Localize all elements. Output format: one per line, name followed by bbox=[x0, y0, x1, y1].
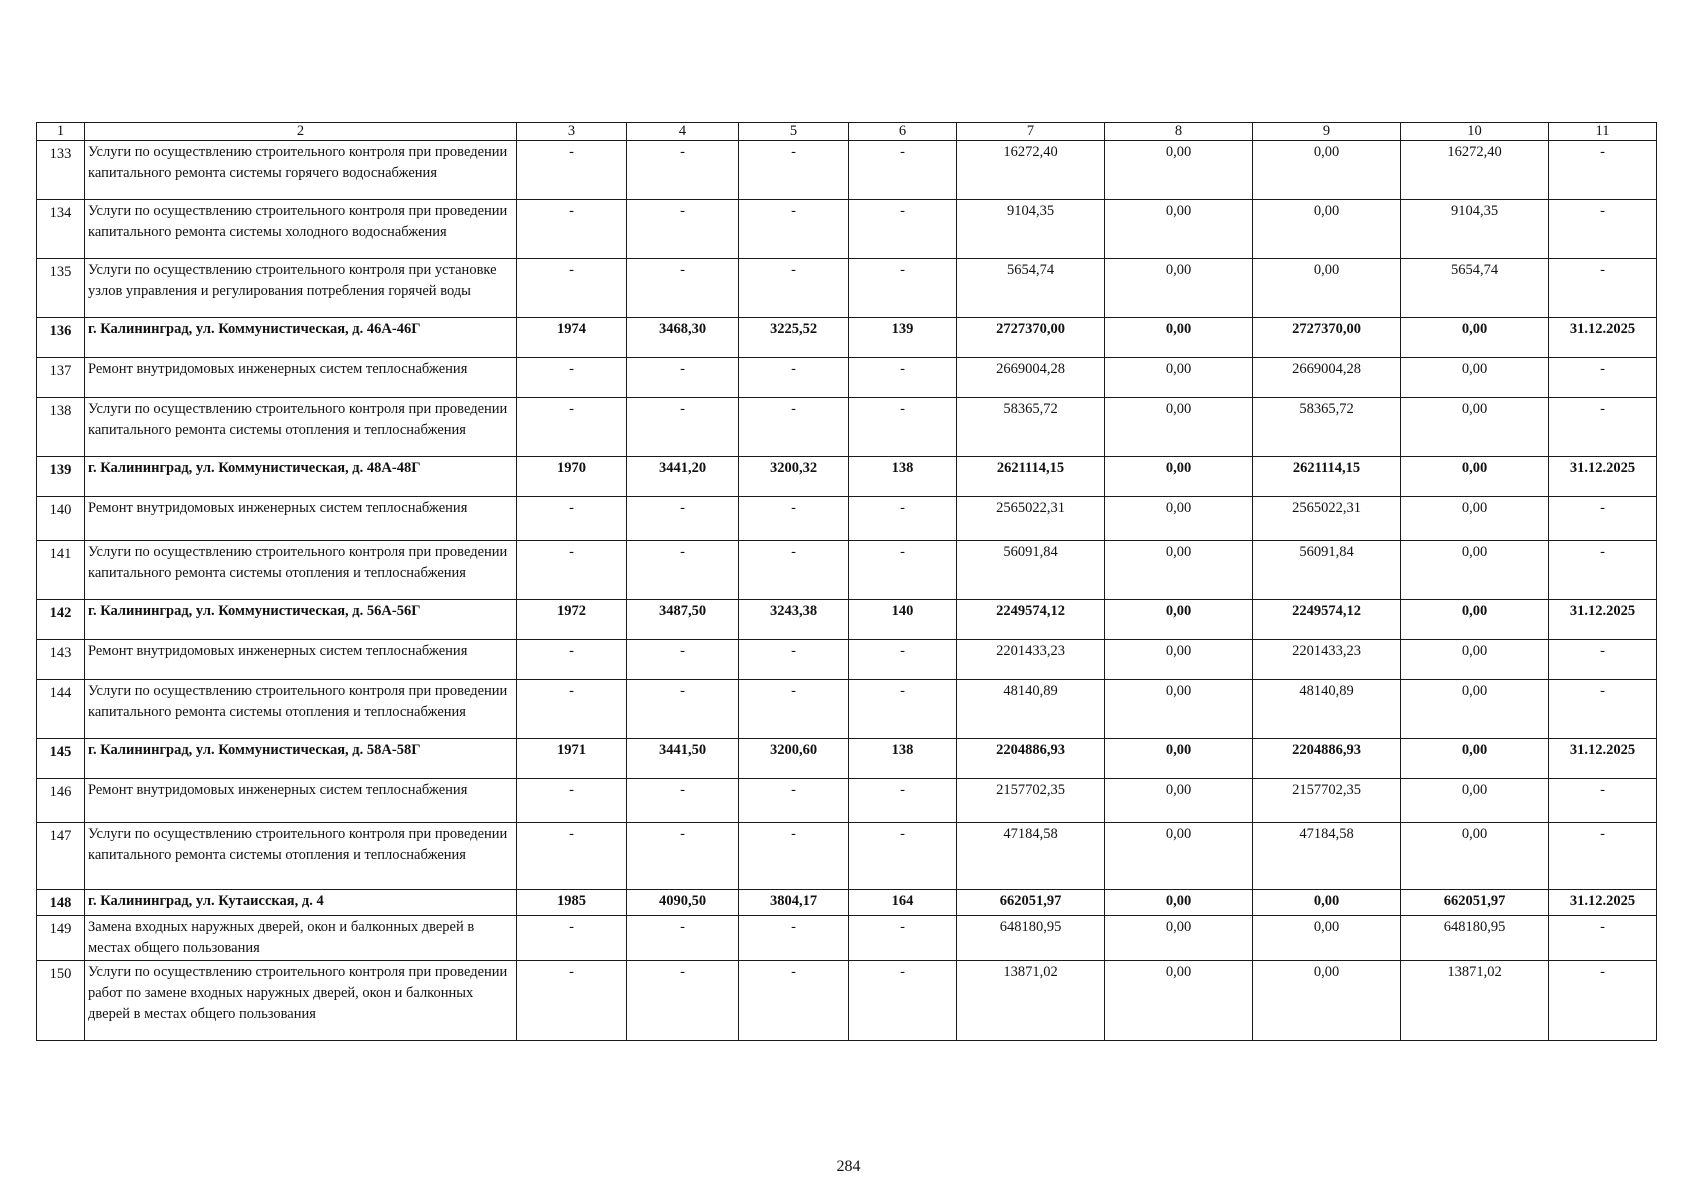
other-cost-cell: 56091,84 bbox=[1253, 541, 1401, 600]
table-row bbox=[37, 680, 1657, 739]
budget-table-sheet bbox=[36, 122, 1657, 1041]
table-row bbox=[37, 779, 1657, 823]
region-cost-cell: 0,00 bbox=[1401, 457, 1549, 497]
living-area-cell: 3200,60 bbox=[739, 739, 849, 779]
other-cost-cell: 47184,58 bbox=[1253, 823, 1401, 890]
table-row bbox=[37, 398, 1657, 457]
total-area-cell: 3487,50 bbox=[627, 600, 739, 640]
total-cost-cell: 2727370,00 bbox=[957, 318, 1105, 358]
region-cost-cell: 0,00 bbox=[1401, 358, 1549, 398]
total-cost-cell: 48140,89 bbox=[957, 680, 1105, 739]
deadline-cell: - bbox=[1549, 680, 1657, 739]
row-number-cell: 136 bbox=[37, 318, 85, 358]
other-cost-cell: 0,00 bbox=[1253, 259, 1401, 318]
residents-count-cell: - bbox=[849, 961, 957, 1041]
total-area-cell: - bbox=[627, 259, 739, 318]
other-cost-cell: 0,00 bbox=[1253, 916, 1401, 961]
living-area-cell: - bbox=[739, 823, 849, 890]
deadline-cell: - bbox=[1549, 640, 1657, 680]
table-row bbox=[37, 916, 1657, 961]
table-row bbox=[37, 457, 1657, 497]
work-description-cell: г. Калининград, ул. Коммунистическая, д. 46А-46Г bbox=[85, 318, 517, 358]
work-description-cell: Услуги по осуществлению строительного контроля при проведении капитального ремонта системы горячего водоснабжения bbox=[85, 141, 517, 200]
row-number-cell: 142 bbox=[37, 600, 85, 640]
deadline-cell: - bbox=[1549, 200, 1657, 259]
year-built-cell: - bbox=[517, 200, 627, 259]
deadline-cell: - bbox=[1549, 398, 1657, 457]
year-built-cell: 1974 bbox=[517, 318, 627, 358]
deadline-cell: 31.12.2025 bbox=[1549, 739, 1657, 779]
deadline-cell: - bbox=[1549, 961, 1657, 1041]
table-body bbox=[37, 123, 1657, 1041]
residents-count-cell: 164 bbox=[849, 890, 957, 916]
total-cost-cell: 47184,58 bbox=[957, 823, 1105, 890]
other-cost-cell: 2621114,15 bbox=[1253, 457, 1401, 497]
year-built-cell: 1971 bbox=[517, 739, 627, 779]
work-description-cell: Ремонт внутридомовых инженерных систем теплоснабжения bbox=[85, 779, 517, 823]
living-area-cell: - bbox=[739, 259, 849, 318]
total-cost-cell: 662051,97 bbox=[957, 890, 1105, 916]
work-description-cell: г. Калининград, ул. Коммунистическая, д. 56А-56Г bbox=[85, 600, 517, 640]
deadline-cell: - bbox=[1549, 358, 1657, 398]
table-row bbox=[37, 318, 1657, 358]
total-cost-cell: 2204886,93 bbox=[957, 739, 1105, 779]
table-row bbox=[37, 739, 1657, 779]
row-number-cell: 147 bbox=[37, 823, 85, 890]
region-cost-cell: 0,00 bbox=[1401, 739, 1549, 779]
total-area-cell: - bbox=[627, 497, 739, 541]
year-built-cell: 1985 bbox=[517, 890, 627, 916]
living-area-cell: - bbox=[739, 141, 849, 200]
column-header: 11 bbox=[1549, 123, 1657, 141]
region-cost-cell: 0,00 bbox=[1401, 600, 1549, 640]
total-area-cell: 3441,50 bbox=[627, 739, 739, 779]
year-built-cell: 1972 bbox=[517, 600, 627, 640]
living-area-cell: - bbox=[739, 358, 849, 398]
region-cost-cell: 0,00 bbox=[1401, 779, 1549, 823]
region-cost-cell: 662051,97 bbox=[1401, 890, 1549, 916]
other-cost-cell: 48140,89 bbox=[1253, 680, 1401, 739]
total-cost-cell: 2201433,23 bbox=[957, 640, 1105, 680]
work-description-cell: Ремонт внутридомовых инженерных систем теплоснабжения bbox=[85, 497, 517, 541]
total-area-cell: - bbox=[627, 961, 739, 1041]
year-built-cell: - bbox=[517, 680, 627, 739]
residents-count-cell: - bbox=[849, 358, 957, 398]
fund-cost-cell: 0,00 bbox=[1105, 680, 1253, 739]
deadline-cell: - bbox=[1549, 497, 1657, 541]
total-area-cell: - bbox=[627, 680, 739, 739]
total-area-cell: - bbox=[627, 398, 739, 457]
region-cost-cell: 9104,35 bbox=[1401, 200, 1549, 259]
year-built-cell: - bbox=[517, 640, 627, 680]
residents-count-cell: - bbox=[849, 541, 957, 600]
year-built-cell: - bbox=[517, 823, 627, 890]
total-cost-cell: 2249574,12 bbox=[957, 600, 1105, 640]
row-number-cell: 137 bbox=[37, 358, 85, 398]
total-cost-cell: 13871,02 bbox=[957, 961, 1105, 1041]
living-area-cell: 3243,38 bbox=[739, 600, 849, 640]
work-description-cell: Услуги по осуществлению строительного контроля при проведении работ по замене входных наружных дверей, окон и балконных дверей в местах общего пользования bbox=[85, 961, 517, 1041]
other-cost-cell: 0,00 bbox=[1253, 200, 1401, 259]
work-description-cell: Услуги по осуществлению строительного контроля при проведении капитального ремонта системы отопления и теплоснабжения bbox=[85, 398, 517, 457]
total-cost-cell: 2157702,35 bbox=[957, 779, 1105, 823]
other-cost-cell: 2249574,12 bbox=[1253, 600, 1401, 640]
table-row bbox=[37, 823, 1657, 890]
total-area-cell: 3441,20 bbox=[627, 457, 739, 497]
column-header: 6 bbox=[849, 123, 957, 141]
year-built-cell: - bbox=[517, 497, 627, 541]
fund-cost-cell: 0,00 bbox=[1105, 640, 1253, 680]
living-area-cell: - bbox=[739, 779, 849, 823]
living-area-cell: - bbox=[739, 541, 849, 600]
row-number-cell: 145 bbox=[37, 739, 85, 779]
region-cost-cell: 648180,95 bbox=[1401, 916, 1549, 961]
total-area-cell: 4090,50 bbox=[627, 890, 739, 916]
residents-count-cell: 138 bbox=[849, 739, 957, 779]
total-area-cell: - bbox=[627, 358, 739, 398]
work-description-cell: г. Калининград, ул. Коммунистическая, д. 58А-58Г bbox=[85, 739, 517, 779]
residents-count-cell: - bbox=[849, 680, 957, 739]
row-number-cell: 150 bbox=[37, 961, 85, 1041]
fund-cost-cell: 0,00 bbox=[1105, 739, 1253, 779]
residents-count-cell: 140 bbox=[849, 600, 957, 640]
fund-cost-cell: 0,00 bbox=[1105, 961, 1253, 1041]
fund-cost-cell: 0,00 bbox=[1105, 358, 1253, 398]
residents-count-cell: - bbox=[849, 259, 957, 318]
deadline-cell: - bbox=[1549, 823, 1657, 890]
living-area-cell: 3225,52 bbox=[739, 318, 849, 358]
residents-count-cell: - bbox=[849, 141, 957, 200]
total-cost-cell: 56091,84 bbox=[957, 541, 1105, 600]
table-row bbox=[37, 259, 1657, 318]
fund-cost-cell: 0,00 bbox=[1105, 779, 1253, 823]
region-cost-cell: 16272,40 bbox=[1401, 141, 1549, 200]
residents-count-cell: - bbox=[849, 640, 957, 680]
row-number-cell: 149 bbox=[37, 916, 85, 961]
column-header: 2 bbox=[85, 123, 517, 141]
table-row bbox=[37, 200, 1657, 259]
other-cost-cell: 0,00 bbox=[1253, 141, 1401, 200]
deadline-cell: 31.12.2025 bbox=[1549, 318, 1657, 358]
region-cost-cell: 5654,74 bbox=[1401, 259, 1549, 318]
year-built-cell: - bbox=[517, 779, 627, 823]
region-cost-cell: 0,00 bbox=[1401, 680, 1549, 739]
deadline-cell: 31.12.2025 bbox=[1549, 457, 1657, 497]
table-row bbox=[37, 890, 1657, 916]
table-row bbox=[37, 497, 1657, 541]
page-number: 284 bbox=[836, 1158, 861, 1175]
column-number-row bbox=[37, 123, 1657, 141]
deadline-cell: - bbox=[1549, 779, 1657, 823]
fund-cost-cell: 0,00 bbox=[1105, 141, 1253, 200]
row-number-cell: 133 bbox=[37, 141, 85, 200]
residents-count-cell: 139 bbox=[849, 318, 957, 358]
total-area-cell: - bbox=[627, 916, 739, 961]
work-description-cell: Услуги по осуществлению строительного контроля при проведении капитального ремонта системы отопления и теплоснабжения bbox=[85, 680, 517, 739]
living-area-cell: - bbox=[739, 398, 849, 457]
total-area-cell: - bbox=[627, 141, 739, 200]
fund-cost-cell: 0,00 bbox=[1105, 497, 1253, 541]
total-area-cell: - bbox=[627, 541, 739, 600]
total-cost-cell: 16272,40 bbox=[957, 141, 1105, 200]
year-built-cell: - bbox=[517, 398, 627, 457]
residents-count-cell: - bbox=[849, 398, 957, 457]
total-cost-cell: 5654,74 bbox=[957, 259, 1105, 318]
year-built-cell: - bbox=[517, 259, 627, 318]
row-number-cell: 143 bbox=[37, 640, 85, 680]
total-cost-cell: 2669004,28 bbox=[957, 358, 1105, 398]
residents-count-cell: - bbox=[849, 823, 957, 890]
other-cost-cell: 2204886,93 bbox=[1253, 739, 1401, 779]
budget-table bbox=[36, 122, 1657, 1041]
column-header: 3 bbox=[517, 123, 627, 141]
work-description-cell: Услуги по осуществлению строительного контроля при проведении капитального ремонта системы холодного водоснабжения bbox=[85, 200, 517, 259]
fund-cost-cell: 0,00 bbox=[1105, 823, 1253, 890]
year-built-cell: - bbox=[517, 541, 627, 600]
region-cost-cell: 0,00 bbox=[1401, 823, 1549, 890]
work-description-cell: Услуги по осуществлению строительного контроля при проведении капитального ремонта системы отопления и теплоснабжения bbox=[85, 541, 517, 600]
region-cost-cell: 0,00 bbox=[1401, 318, 1549, 358]
other-cost-cell: 0,00 bbox=[1253, 890, 1401, 916]
living-area-cell: 3804,17 bbox=[739, 890, 849, 916]
other-cost-cell: 0,00 bbox=[1253, 961, 1401, 1041]
row-number-cell: 141 bbox=[37, 541, 85, 600]
region-cost-cell: 0,00 bbox=[1401, 398, 1549, 457]
total-cost-cell: 9104,35 bbox=[957, 200, 1105, 259]
region-cost-cell: 0,00 bbox=[1401, 497, 1549, 541]
other-cost-cell: 2669004,28 bbox=[1253, 358, 1401, 398]
year-built-cell: - bbox=[517, 961, 627, 1041]
row-number-cell: 139 bbox=[37, 457, 85, 497]
other-cost-cell: 2201433,23 bbox=[1253, 640, 1401, 680]
fund-cost-cell: 0,00 bbox=[1105, 890, 1253, 916]
table-row bbox=[37, 541, 1657, 600]
fund-cost-cell: 0,00 bbox=[1105, 318, 1253, 358]
total-cost-cell: 2565022,31 bbox=[957, 497, 1105, 541]
table-row bbox=[37, 961, 1657, 1041]
living-area-cell: - bbox=[739, 200, 849, 259]
column-header: 5 bbox=[739, 123, 849, 141]
region-cost-cell: 0,00 bbox=[1401, 541, 1549, 600]
year-built-cell: 1970 bbox=[517, 457, 627, 497]
living-area-cell: - bbox=[739, 961, 849, 1041]
living-area-cell: - bbox=[739, 916, 849, 961]
total-cost-cell: 648180,95 bbox=[957, 916, 1105, 961]
other-cost-cell: 2727370,00 bbox=[1253, 318, 1401, 358]
table-row bbox=[37, 640, 1657, 680]
table-row bbox=[37, 358, 1657, 398]
fund-cost-cell: 0,00 bbox=[1105, 457, 1253, 497]
row-number-cell: 146 bbox=[37, 779, 85, 823]
fund-cost-cell: 0,00 bbox=[1105, 541, 1253, 600]
column-header: 9 bbox=[1253, 123, 1401, 141]
residents-count-cell: - bbox=[849, 497, 957, 541]
deadline-cell: 31.12.2025 bbox=[1549, 890, 1657, 916]
total-area-cell: - bbox=[627, 200, 739, 259]
total-area-cell: - bbox=[627, 823, 739, 890]
fund-cost-cell: 0,00 bbox=[1105, 600, 1253, 640]
year-built-cell: - bbox=[517, 916, 627, 961]
work-description-cell: Услуги по осуществлению строительного контроля при установке узлов управления и регулирования потребления горячей воды bbox=[85, 259, 517, 318]
table-row bbox=[37, 600, 1657, 640]
living-area-cell: - bbox=[739, 680, 849, 739]
other-cost-cell: 58365,72 bbox=[1253, 398, 1401, 457]
total-area-cell: 3468,30 bbox=[627, 318, 739, 358]
deadline-cell: - bbox=[1549, 141, 1657, 200]
deadline-cell: - bbox=[1549, 259, 1657, 318]
deadline-cell: 31.12.2025 bbox=[1549, 600, 1657, 640]
fund-cost-cell: 0,00 bbox=[1105, 398, 1253, 457]
row-number-cell: 140 bbox=[37, 497, 85, 541]
work-description-cell: Услуги по осуществлению строительного контроля при проведении капитального ремонта системы отопления и теплоснабжения bbox=[85, 823, 517, 890]
row-number-cell: 144 bbox=[37, 680, 85, 739]
column-header: 10 bbox=[1401, 123, 1549, 141]
living-area-cell: 3200,32 bbox=[739, 457, 849, 497]
column-header: 4 bbox=[627, 123, 739, 141]
row-number-cell: 135 bbox=[37, 259, 85, 318]
work-description-cell: Замена входных наружных дверей, окон и балконных дверей в местах общего пользования bbox=[85, 916, 517, 961]
work-description-cell: г. Калининград, ул. Коммунистическая, д. 48А-48Г bbox=[85, 457, 517, 497]
residents-count-cell: - bbox=[849, 200, 957, 259]
living-area-cell: - bbox=[739, 497, 849, 541]
fund-cost-cell: 0,00 bbox=[1105, 200, 1253, 259]
total-cost-cell: 2621114,15 bbox=[957, 457, 1105, 497]
row-number-cell: 138 bbox=[37, 398, 85, 457]
fund-cost-cell: 0,00 bbox=[1105, 259, 1253, 318]
table-row bbox=[37, 141, 1657, 200]
living-area-cell: - bbox=[739, 640, 849, 680]
column-header: 1 bbox=[37, 123, 85, 141]
row-number-cell: 148 bbox=[37, 890, 85, 916]
residents-count-cell: - bbox=[849, 779, 957, 823]
residents-count-cell: - bbox=[849, 916, 957, 961]
year-built-cell: - bbox=[517, 141, 627, 200]
column-header: 7 bbox=[957, 123, 1105, 141]
row-number-cell: 134 bbox=[37, 200, 85, 259]
residents-count-cell: 138 bbox=[849, 457, 957, 497]
work-description-cell: Ремонт внутридомовых инженерных систем теплоснабжения bbox=[85, 640, 517, 680]
other-cost-cell: 2565022,31 bbox=[1253, 497, 1401, 541]
work-description-cell: Ремонт внутридомовых инженерных систем теплоснабжения bbox=[85, 358, 517, 398]
other-cost-cell: 2157702,35 bbox=[1253, 779, 1401, 823]
column-header: 8 bbox=[1105, 123, 1253, 141]
total-cost-cell: 58365,72 bbox=[957, 398, 1105, 457]
year-built-cell: - bbox=[517, 358, 627, 398]
deadline-cell: - bbox=[1549, 916, 1657, 961]
region-cost-cell: 13871,02 bbox=[1401, 961, 1549, 1041]
work-description-cell: г. Калининград, ул. Кутаисская, д. 4 bbox=[85, 890, 517, 916]
deadline-cell: - bbox=[1549, 541, 1657, 600]
region-cost-cell: 0,00 bbox=[1401, 640, 1549, 680]
fund-cost-cell: 0,00 bbox=[1105, 916, 1253, 961]
total-area-cell: - bbox=[627, 779, 739, 823]
total-area-cell: - bbox=[627, 640, 739, 680]
